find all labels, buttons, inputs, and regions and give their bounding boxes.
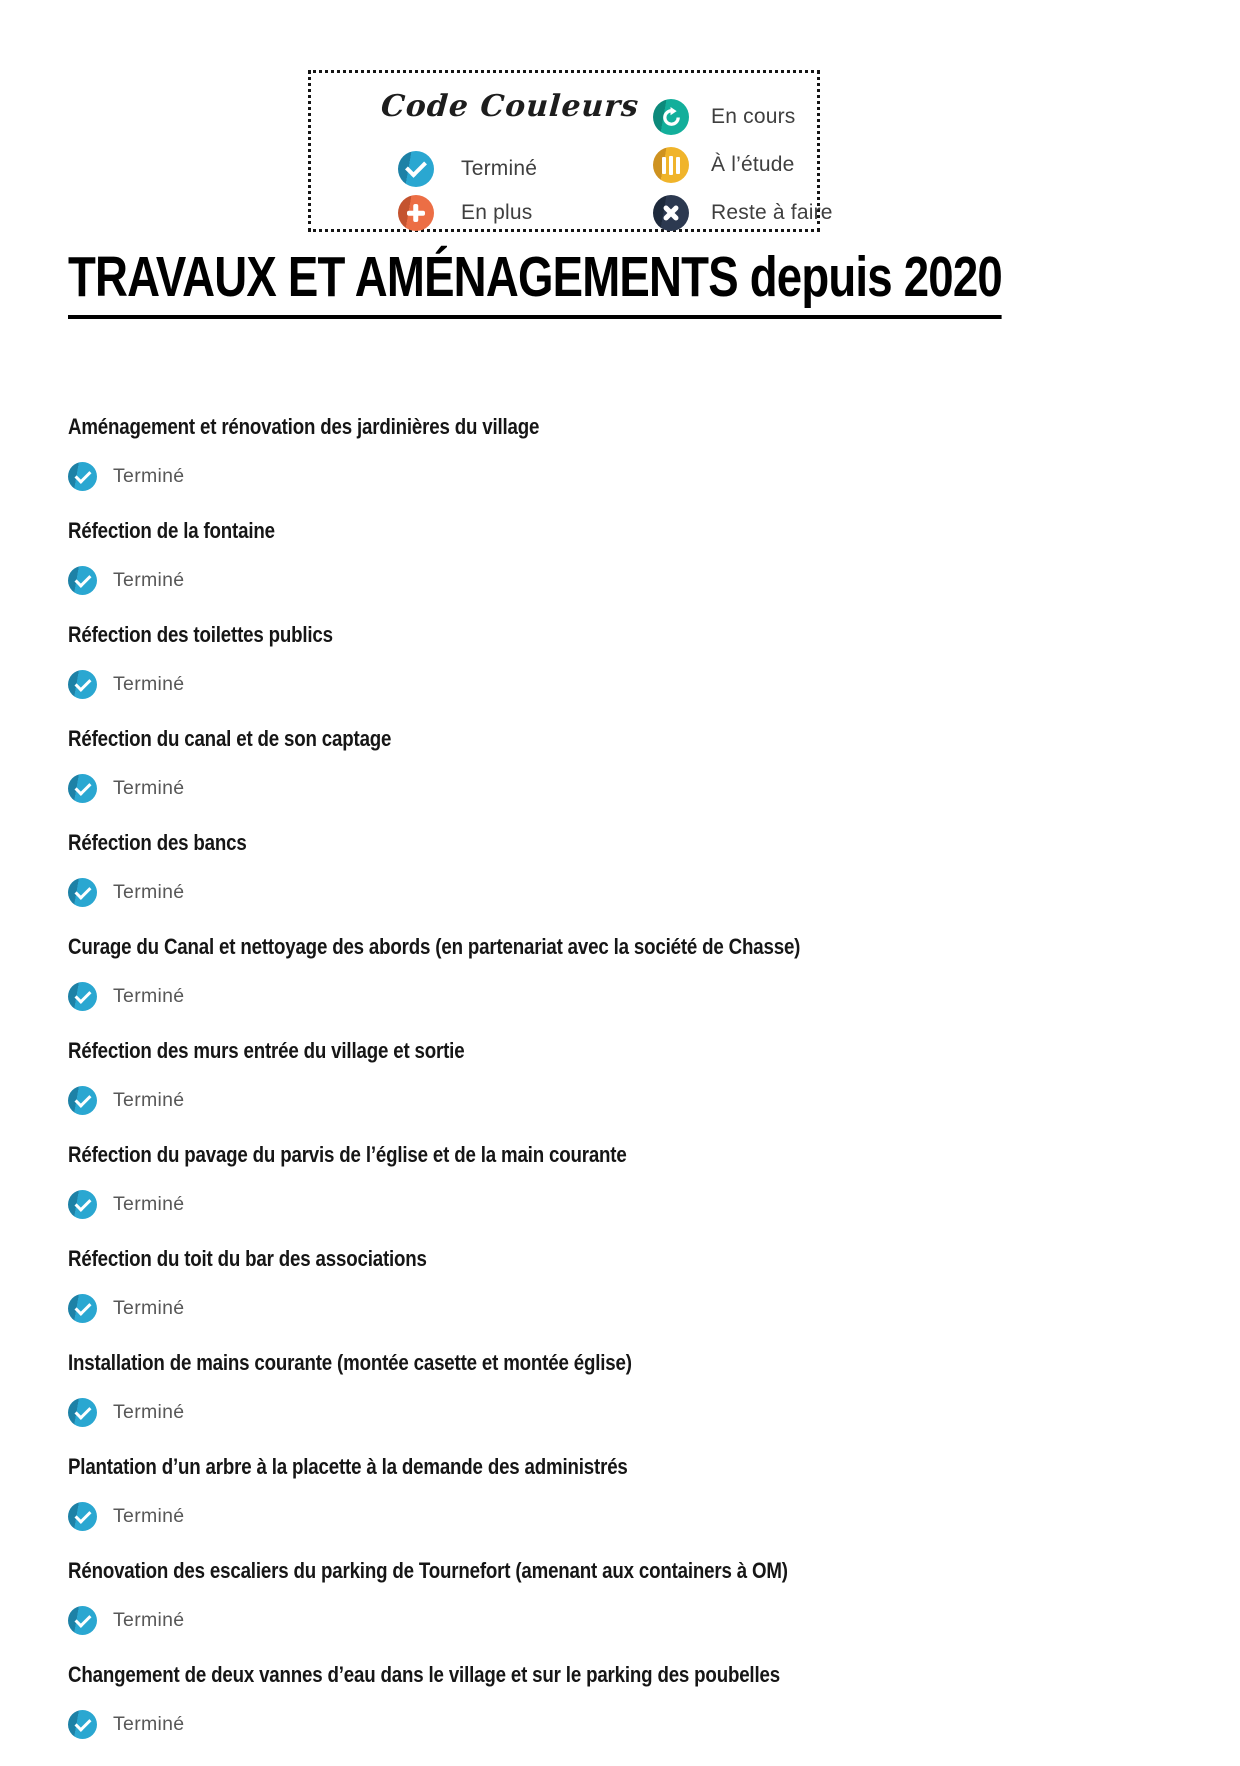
check-icon (68, 1086, 97, 1115)
legend-label: En cours (711, 105, 796, 128)
work-item-title: Réfection du toit du bar des associations (68, 1246, 427, 1271)
work-item-status (68, 1397, 1208, 1428)
legend-title: Code Couleurs (379, 89, 641, 124)
legend-label: En plus (461, 201, 533, 224)
work-item-status (68, 1709, 1208, 1740)
status-label: Terminé (113, 1505, 185, 1527)
legend-row-a-l-etude (653, 147, 795, 183)
cross-icon (653, 195, 689, 231)
work-item-status (68, 1293, 1208, 1324)
work-item-status (68, 669, 1208, 700)
status-label: Terminé (113, 1193, 185, 1215)
check-icon (68, 1710, 97, 1739)
check-icon (68, 1294, 97, 1323)
status-label: Terminé (113, 881, 185, 903)
work-list (68, 414, 1208, 1766)
work-item (68, 1246, 1208, 1324)
status-label: Terminé (113, 569, 185, 591)
check-icon (68, 774, 97, 803)
check-icon (68, 1190, 97, 1219)
check-icon (68, 1502, 97, 1531)
check-icon (398, 151, 434, 187)
work-item-title: Réfection des bancs (68, 830, 247, 855)
status-label: Terminé (113, 465, 185, 487)
work-item (68, 934, 1208, 1012)
work-item-status (68, 1085, 1208, 1116)
work-item (68, 1454, 1208, 1532)
refresh-icon (653, 99, 689, 135)
check-icon (68, 462, 97, 491)
legend-row-en-cours (653, 99, 795, 135)
work-item (68, 414, 1208, 492)
check-icon (68, 670, 97, 699)
check-icon (68, 878, 97, 907)
status-label: Terminé (113, 1089, 185, 1111)
work-item-title: Curage du Canal et nettoyage des abords (en partenariat avec la société de Chasse) (68, 934, 801, 959)
work-item (68, 1142, 1208, 1220)
work-item-title: Réfection du canal et de son captage (68, 726, 392, 751)
legend-label: Terminé (461, 157, 538, 180)
check-icon (68, 1606, 97, 1635)
check-icon (68, 1398, 97, 1427)
work-item-title: Aménagement et rénovation des jardinières du village (68, 414, 540, 439)
work-item (68, 622, 1208, 700)
work-item-status (68, 773, 1208, 804)
work-item-status (68, 1605, 1208, 1636)
work-item-status (68, 877, 1208, 908)
work-item-title: Réfection de la fontaine (68, 518, 275, 543)
legend-label: Reste à faire (711, 201, 833, 224)
work-item-title: Installation de mains courante (montée casette et montée église) (68, 1350, 632, 1375)
status-label: Terminé (113, 1297, 185, 1319)
status-label: Terminé (113, 1401, 185, 1423)
books-icon (653, 147, 689, 183)
page-title: TRAVAUX ET AMÉNAGEMENTS depuis 2020 (68, 248, 1002, 319)
work-item (68, 726, 1208, 804)
work-item (68, 1038, 1208, 1116)
legend-label: À l’étude (711, 153, 795, 176)
legend-row-termine (398, 151, 537, 187)
work-item (68, 830, 1208, 908)
work-item-status (68, 565, 1208, 596)
status-label: Terminé (113, 1609, 185, 1631)
work-item (68, 1662, 1208, 1740)
work-item-title: Réfection du pavage du parvis de l’église et de la main courante (68, 1142, 627, 1167)
work-item-status (68, 1189, 1208, 1220)
page-title-wrap (68, 245, 1235, 319)
status-label: Terminé (113, 1713, 185, 1735)
legend-row-reste-a-faire (653, 195, 833, 231)
plus-icon (398, 195, 434, 231)
color-code-legend (308, 70, 833, 232)
work-item-title: Plantation d’un arbre à la placette à la demande des administrés (68, 1454, 628, 1479)
work-item (68, 1350, 1208, 1428)
status-label: Terminé (113, 777, 185, 799)
check-icon (68, 566, 97, 595)
work-item (68, 1558, 1208, 1636)
work-item-title: Rénovation des escaliers du parking de Tournefort (amenant aux containers à OM) (68, 1558, 788, 1583)
status-label: Terminé (113, 985, 185, 1007)
work-item-status (68, 461, 1208, 492)
work-item-title: Changement de deux vannes d’eau dans le village et sur le parking des poubelles (68, 1662, 780, 1687)
work-item-status (68, 1501, 1208, 1532)
work-item-title: Réfection des murs entrée du village et sortie (68, 1038, 465, 1063)
work-item-title: Réfection des toilettes publics (68, 622, 333, 647)
work-item (68, 518, 1208, 596)
legend-row-en-plus (398, 195, 532, 231)
status-label: Terminé (113, 673, 185, 695)
work-item-status (68, 981, 1208, 1012)
check-icon (68, 982, 97, 1011)
